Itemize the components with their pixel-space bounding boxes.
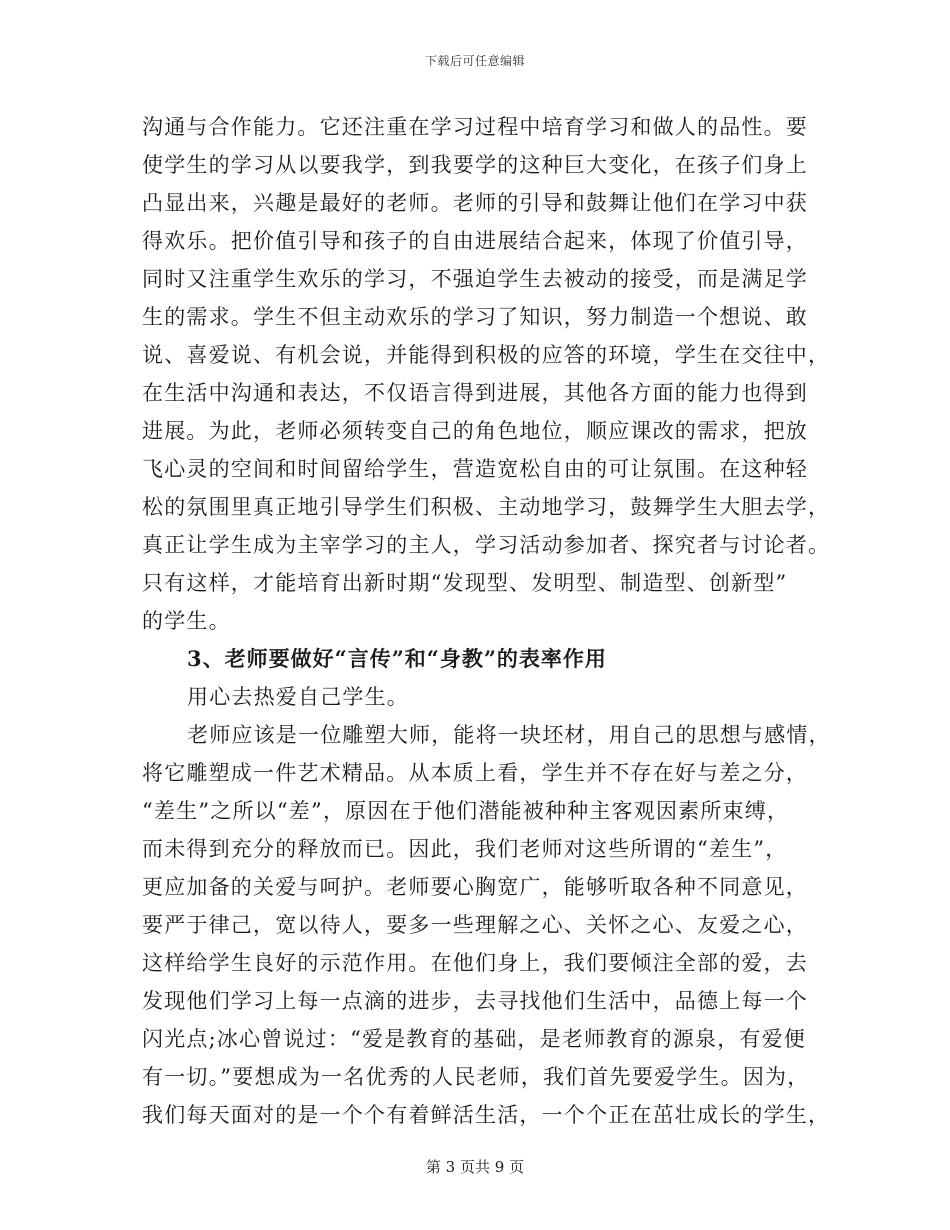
section-heading: 3、老师要做好“言传”和“身教”的表率作用	[187, 646, 607, 671]
text-line: 生的需求。学生不但主动欢乐的学习了知识，努力制造一个想说、敢	[142, 305, 808, 329]
text-line: 得欢乐。把价值引导和孩子的自由进展结合起来，体现了价值引导，	[142, 229, 808, 253]
text-line: 发现他们学习上每一点滴的进步，去寻找他们生活中，品德上每一个	[142, 989, 808, 1013]
text-line: 只有这样，才能培育出新时期“发现型、发明型、制造型、创新型”	[142, 571, 788, 595]
text-line: 沟通与合作能力。它还注重在学习过程中培育学习和做人的品性。要	[142, 115, 808, 139]
text-line: 这样给学生良好的示范作用。在他们身上，我们要倾注全部的爱，去	[142, 951, 808, 975]
text-line: 有一切。”要想成为一名优秀的人民老师，我们首先要爱学生。因为，	[142, 1065, 810, 1089]
page-header: 下载后可任意编辑	[424, 54, 525, 68]
text-line: 将它雕塑成一件艺术精品。从本质上看，学生并不存在好与差之分，	[142, 761, 808, 785]
text-line: “差生”之所以“差”，原因在于他们潜能被种种主客观因素所束缚，	[142, 799, 790, 823]
document-body	[142, 108, 831, 1134]
text-line: 在生活中沟通和表达，不仅语言得到进展，其他各方面的能力也得到	[142, 381, 808, 405]
text-line: 飞心灵的空间和时间留给学生，营造宽松自由的可让氛围。在这种轻	[142, 457, 808, 481]
text-line: 同时又注重学生欢乐的学习，不强迫学生去被动的接受，而是满足学	[142, 267, 808, 291]
text-line: 真正让学生成为主宰学习的主人，学习活动参加者、探究者与讨论者。	[142, 533, 831, 557]
text-line: 而未得到充分的释放而已。因此，我们老师对这些所谓的“差生”，	[142, 837, 788, 861]
text-line: 更应加备的关爱与呵护。老师要心胸宽广，能够听取各种不同意见，	[142, 875, 808, 899]
text-line: 进展。为此，老师必须转变自己的角色地位，顺应课改的需求，把放	[142, 419, 808, 443]
text-line: 用心去热爱自己学生。	[187, 685, 409, 709]
text-line: 说、喜爱说、有机会说，并能得到积极的应答的环境，学生在交往中，	[142, 343, 831, 367]
page-number: 第 3 页共 9 页	[425, 1158, 525, 1176]
text-line: 凸显出来，兴趣是最好的老师。老师的引导和鼓舞让他们在学习中获	[142, 191, 808, 215]
text-line: 松的氛围里真正地引导学生们积极、主动地学习，鼓舞学生大胆去学，	[142, 495, 831, 519]
text-line: 要严于律己，宽以待人，要多一些理解之心、关怀之心、友爱之心，	[142, 913, 808, 937]
text-line: 闪光点;冰心曾说过：“爱是教育的基础，是老师教育的源泉，有爱便	[142, 1027, 807, 1051]
text-line: 的学生。	[142, 609, 231, 633]
text-line: 老师应该是一位雕塑大师，能将一块坯材，用自己的思想与感情，	[187, 723, 831, 747]
text-line: 我们每天面对的是一个个有着鲜活生活，一个个正在茁壮成长的学生，	[142, 1103, 831, 1127]
text-line: 使学生的学习从以要我学，到我要学的这种巨大变化，在孩子们身上	[142, 153, 808, 177]
